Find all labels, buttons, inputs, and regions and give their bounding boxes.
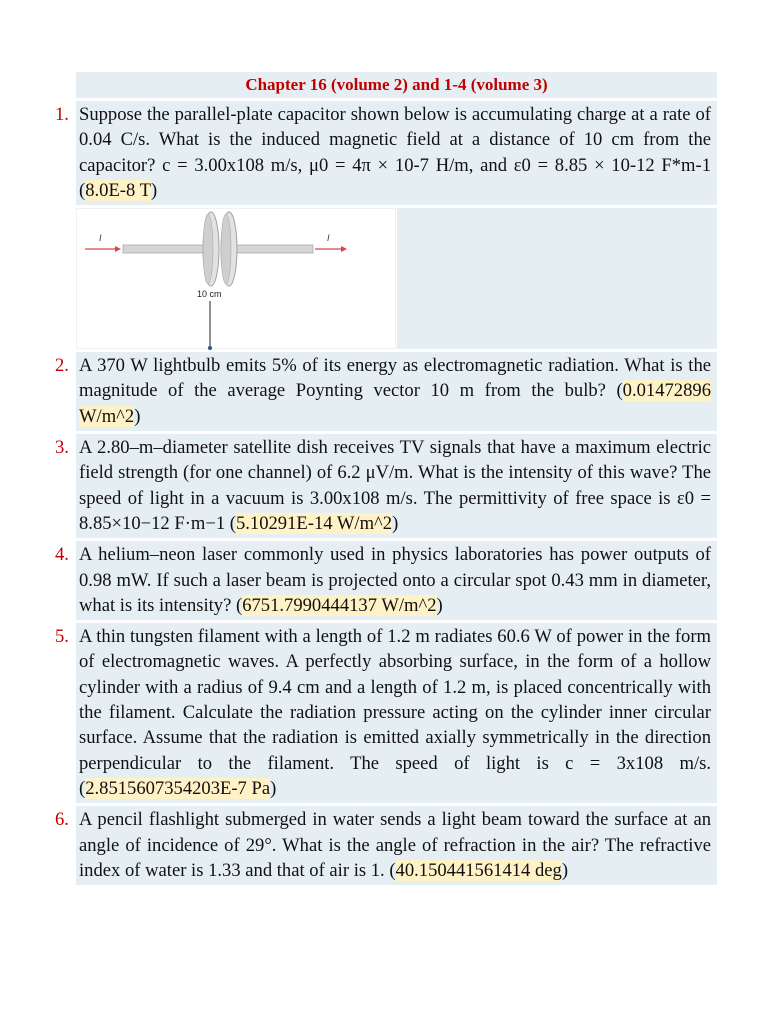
question-number: 4. (55, 544, 69, 566)
question-number: 5. (55, 626, 69, 648)
current-label-left: I (99, 233, 102, 244)
question-number: 3. (55, 437, 69, 459)
question-text: A pencil flashlight submerged in water sends a light beam toward the surface at an angle of incidence of 29°. What is the angle of refraction in the air? The refractive index of water is 1.33 and that of air is 1. (40.150441561414 deg) (79, 809, 711, 881)
current-label-right: I (327, 233, 330, 244)
answer-highlight: 40.150441561414 deg (395, 859, 562, 881)
question-number: 1. (55, 104, 69, 125)
figure-blank-cell (397, 208, 717, 349)
answer-highlight: 0.01472896 W/m^2 (79, 380, 711, 427)
question-3 (55, 434, 717, 538)
distance-label: 10 cm (197, 289, 222, 300)
answer-highlight: 8.0E-8 T (85, 179, 151, 201)
question-number: 2. (55, 355, 69, 377)
capacitor-diagram (77, 209, 397, 350)
question-5 (55, 623, 717, 803)
question-number: 6. (55, 809, 69, 831)
wire-left (123, 245, 205, 253)
question-2 (55, 352, 717, 431)
question-text: Suppose the parallel-plate capacitor shown below is accumulating charge at a rate of 0.04 C/s. What is the induced magnetic field at a distance of 10 cm from the capacitor? c = 3.00x108 m/s, μ0 = 4π × 10-7 H/m, and ε0 = 8.85 × 10-12 F*m-1 (8.0E-8 T) (79, 104, 711, 201)
question-text: A 2.80–m–diameter satellite dish receives TV signals that have a maximum electric field strength (for one channel) of 6.2 μV/m. What is the intensity of this wave? The speed of light in a vacuum is 3.00x108 m/s. The permittivity of free space is ε0 = 8.85×10−12 F·m−1 (5.10291E-14 W/m^2) (79, 437, 711, 534)
question-text: A 370 W lightbulb emits 5% of its energy as electromagnetic radiation. What is the magnitude of the average Poynting vector 10 m from the bulb? (0.01472896 W/m^2) (79, 355, 711, 427)
field-point (208, 346, 212, 350)
question-1 (55, 101, 717, 205)
chapter-title: Chapter 16 (volume 2) and 1-4 (volume 3) (76, 72, 717, 98)
document-page (55, 72, 717, 885)
question-text: A thin tungsten filament with a length of 1.2 m radiates 60.6 W of power in the form of electromagnetic waves. A perfectly absorbing surface, in the form of a hollow cylinder with a radius of 9.4 cm and a length of 1.2 m, is placed concentrically with the filament. Calculate the radiation pressure acting on the cylinder inner circular surface. Assume that the radiation is emitted axially symmetrically in the direction perpendicular to the filament. The speed of light is c = 3x108 m/s. (2.8515607354203E-7 Pa) (79, 626, 711, 799)
question-text: A helium–neon laser commonly used in physics laboratories has power outputs of 0.98 mW. If such a laser beam is projected onto a circular spot 0.43 mm in diameter, what is its intensity? (6751.7990444137 W/m^2) (79, 544, 711, 616)
capacitor-figure (76, 208, 396, 349)
arrowhead-right (341, 246, 347, 252)
answer-highlight: 2.8515607354203E-7 Pa (85, 777, 271, 799)
answer-highlight: 5.10291E-14 W/m^2 (235, 512, 393, 534)
question-6 (55, 806, 717, 885)
wire-right (235, 245, 313, 253)
arrowhead-left (115, 246, 121, 252)
question-4 (55, 541, 717, 620)
answer-highlight: 6751.7990444137 W/m^2 (242, 594, 437, 616)
figure-row (76, 208, 717, 349)
